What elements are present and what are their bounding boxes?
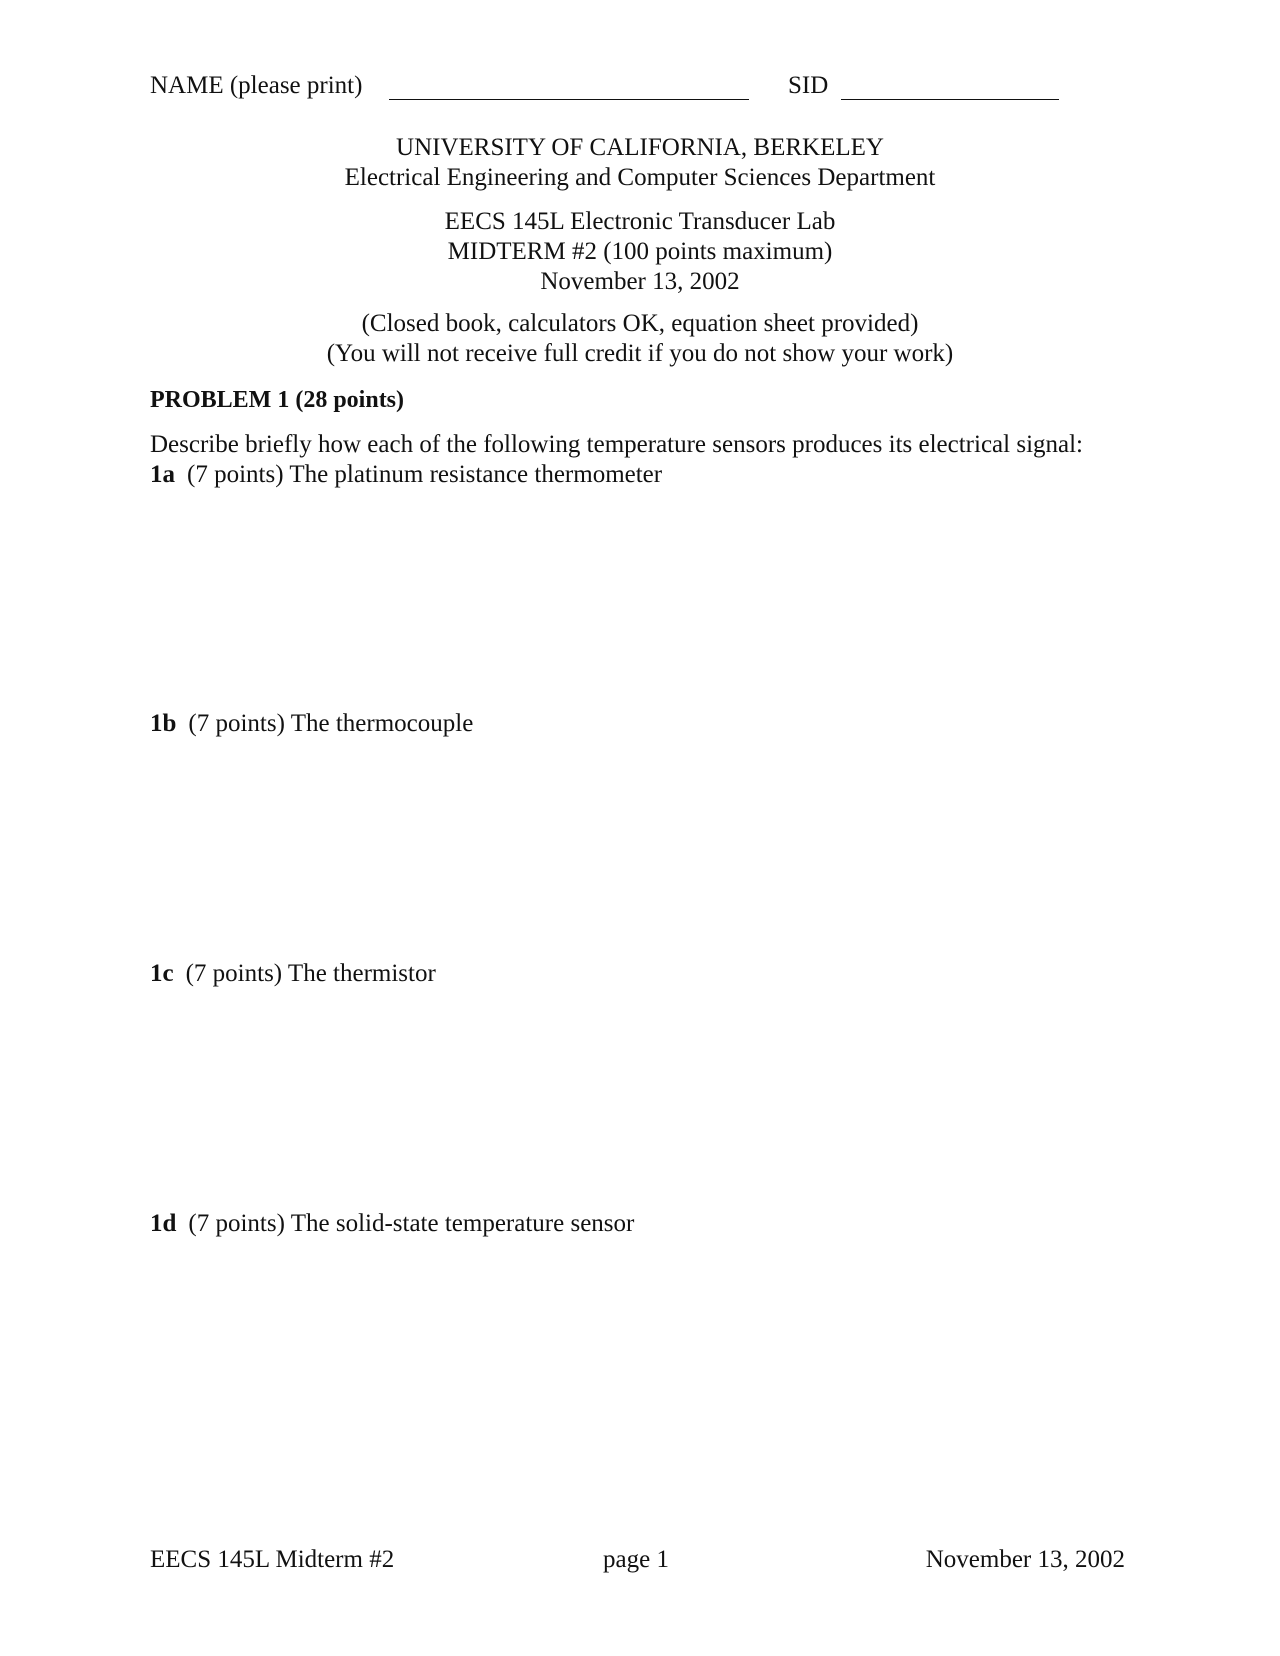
question-1b bbox=[150, 710, 473, 738]
question-id: 1a bbox=[150, 461, 175, 488]
department-title: Electrical Engineering and Computer Sciences Department bbox=[344, 164, 936, 191]
problem-intro: Describe briefly how each of the following temperature sensors produces its electrical signal: bbox=[150, 431, 1084, 458]
question-1a bbox=[150, 461, 662, 489]
question-text: (7 points) The thermocouple bbox=[188, 710, 474, 737]
question-id: 1b bbox=[150, 710, 177, 737]
question-text: (7 points) The solid-state temperature sensor bbox=[188, 1210, 635, 1237]
footer-date: November 13, 2002 bbox=[925, 1546, 1125, 1573]
sid-field-label: SID bbox=[788, 72, 829, 99]
footer-page-number: page 1 bbox=[603, 1546, 669, 1573]
university-title: UNIVERSITY OF CALIFORNIA, BERKELEY bbox=[396, 134, 884, 161]
question-text: (7 points) The thermistor bbox=[185, 960, 436, 987]
exam-instructions-1: (Closed book, calculators OK, equation sheet provided) bbox=[361, 310, 919, 337]
exam-date: November 13, 2002 bbox=[540, 268, 740, 295]
question-id: 1c bbox=[150, 960, 174, 987]
footer-course: EECS 145L Midterm #2 bbox=[150, 1546, 395, 1573]
name-field-label: NAME (please print) bbox=[150, 72, 363, 99]
course-title: EECS 145L Electronic Transducer Lab bbox=[444, 208, 836, 235]
question-1d bbox=[150, 1210, 634, 1238]
sid-blank-line bbox=[841, 99, 1059, 100]
question-id: 1d bbox=[150, 1210, 177, 1237]
question-1c bbox=[150, 960, 436, 988]
problem-heading: PROBLEM 1 (28 points) bbox=[150, 387, 405, 413]
question-text: (7 points) The platinum resistance thermometer bbox=[187, 461, 663, 488]
name-blank-line bbox=[389, 99, 749, 100]
exam-title: MIDTERM #2 (100 points maximum) bbox=[447, 238, 833, 265]
exam-instructions-2: (You will not receive full credit if you do not show your work) bbox=[326, 340, 954, 367]
